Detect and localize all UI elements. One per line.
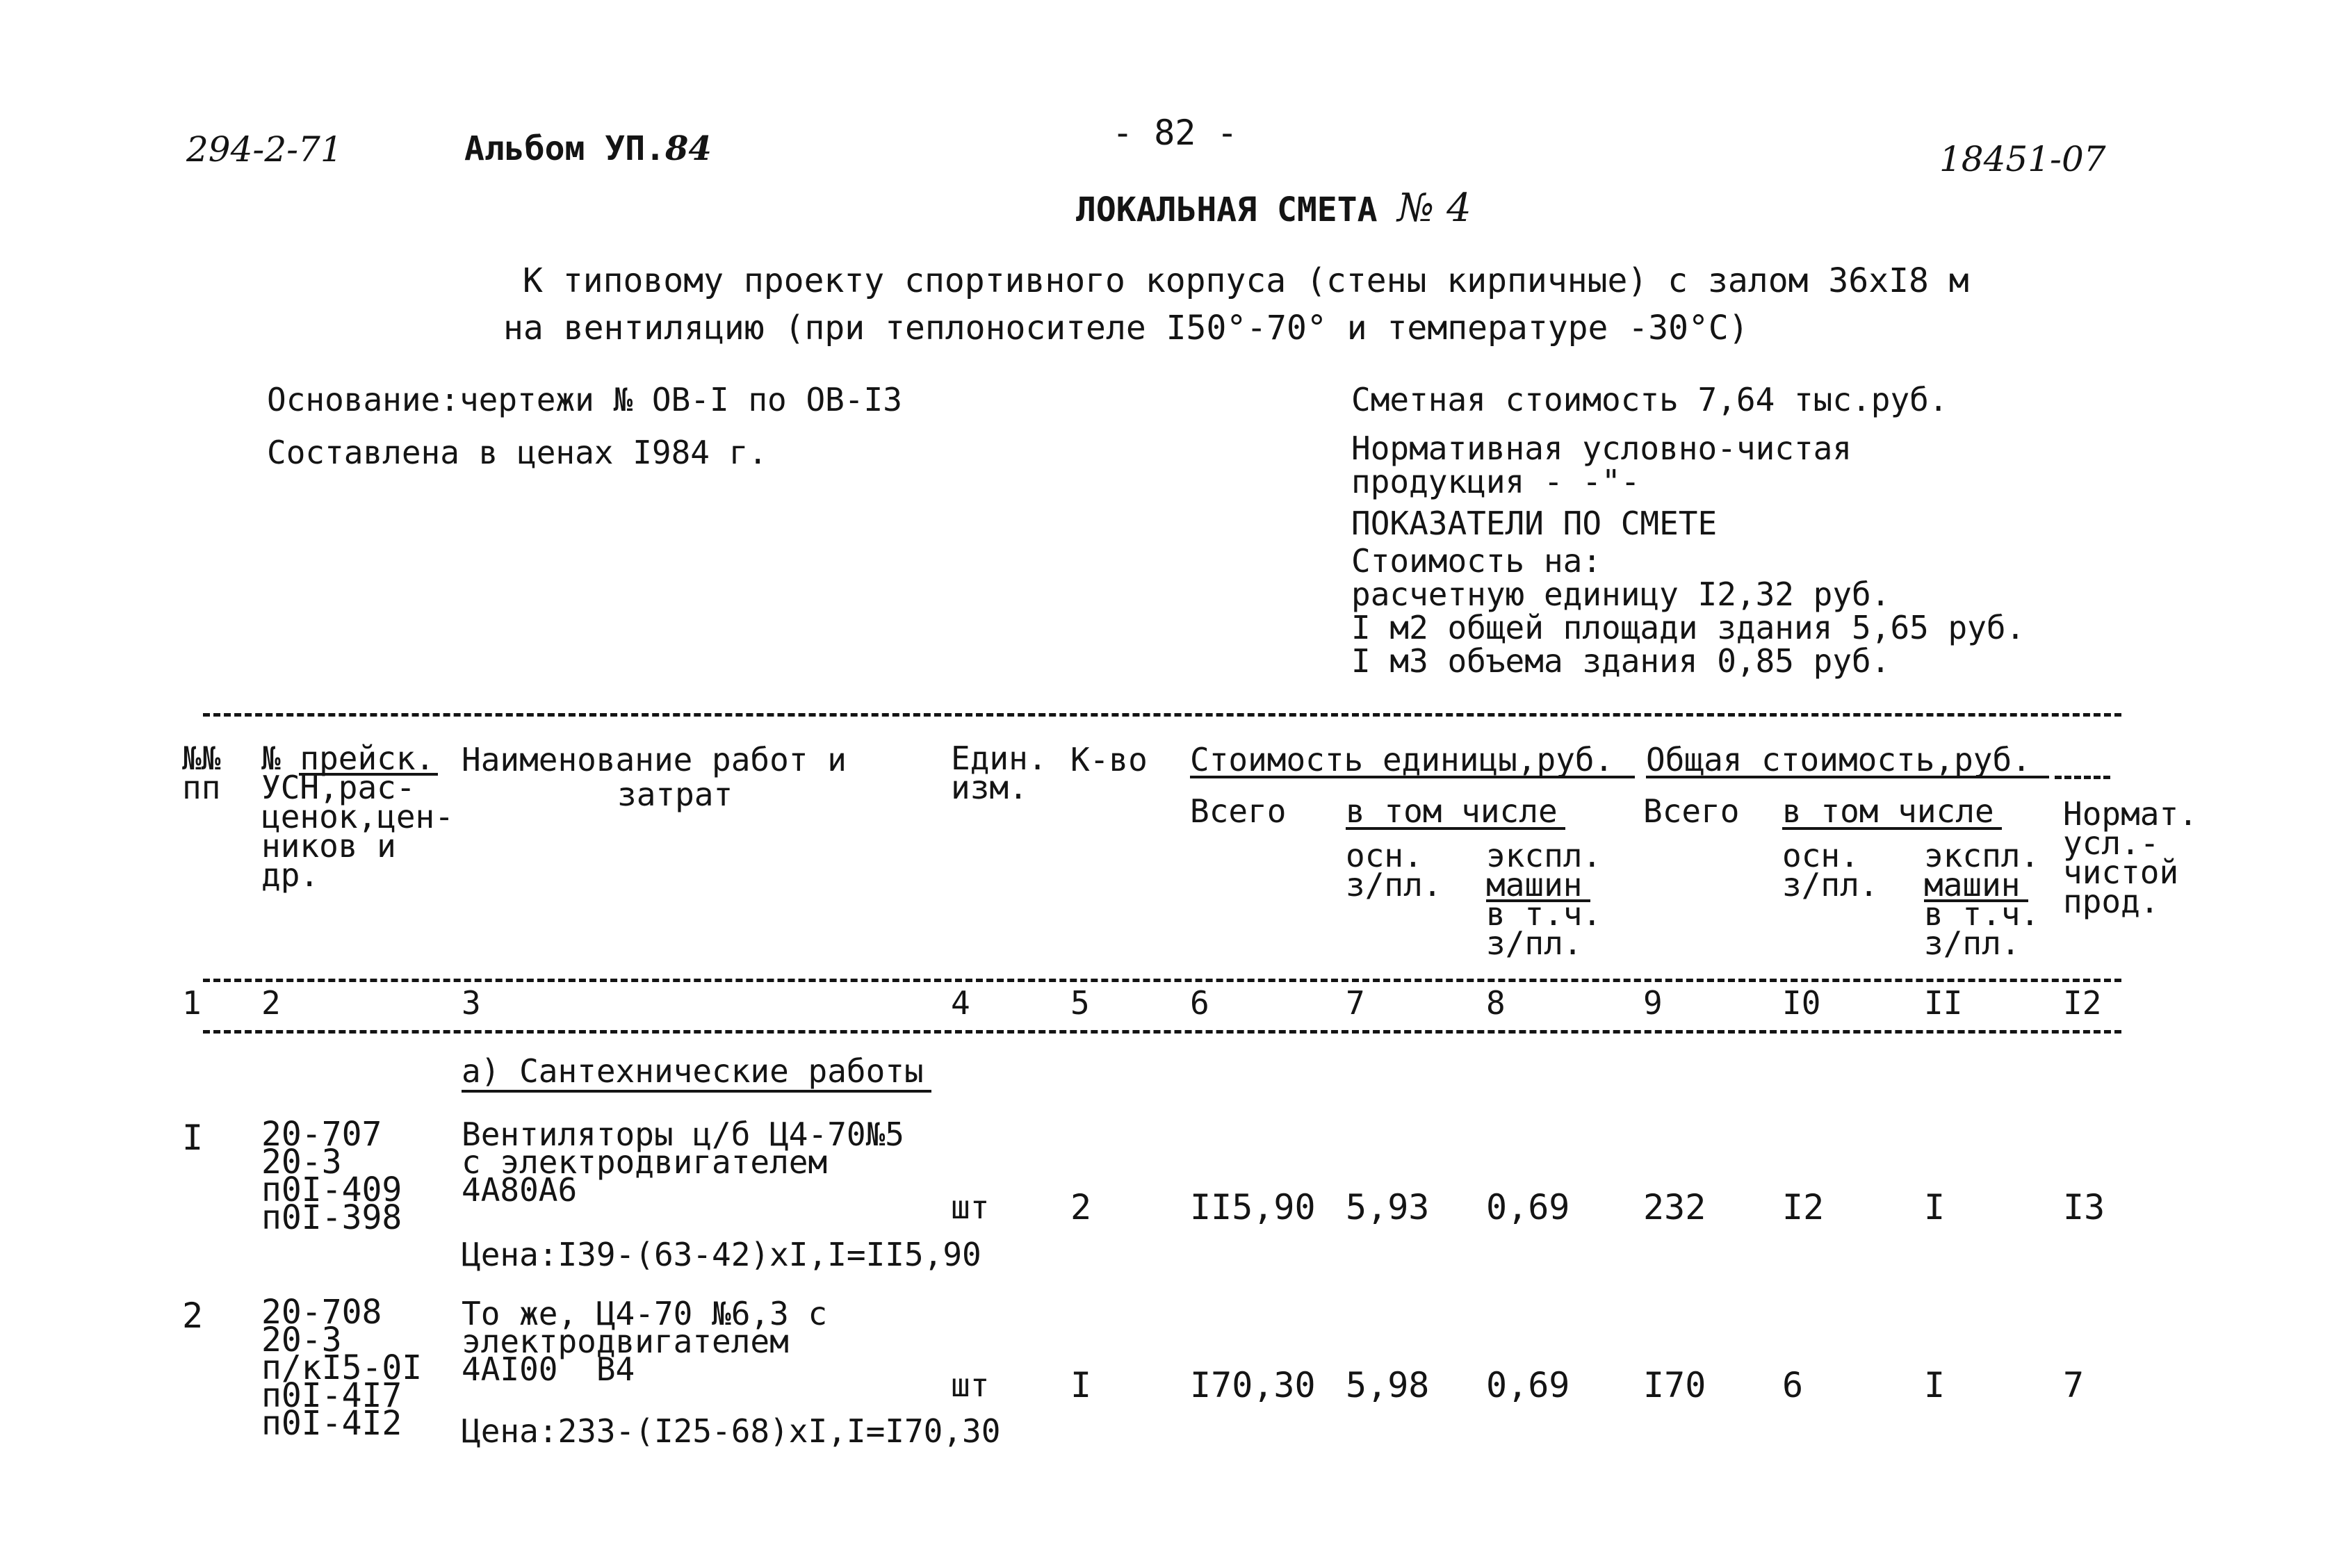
page-title: [1076, 186, 1471, 231]
col-number: 6: [1190, 984, 1209, 1022]
cost-per-m3: I м3 объема здания 0,85 руб.: [1351, 642, 1891, 680]
col-number: 2: [261, 984, 281, 1022]
subtitle-line-1: К типовому проекту спортивного корпуса (стены кирпичные) с залом 36xI8 м: [523, 261, 1969, 300]
col-number: 5: [1070, 984, 1090, 1022]
col-header-total-total: Всего: [1643, 792, 1740, 830]
col-header-quantity: К-во: [1070, 741, 1148, 778]
col-header-total-base-pay: осн. з/пл.: [1782, 837, 1879, 904]
col-number: 4: [951, 984, 970, 1022]
album-label: [464, 129, 712, 168]
row-unit-total: I70,30: [1190, 1365, 1316, 1405]
col-header-work-name: Наименование работ и: [462, 741, 847, 778]
price-list-underline: [299, 773, 438, 776]
col-number: 7: [1346, 984, 1365, 1022]
row-total-machines: I: [1924, 1365, 1946, 1405]
row-name: Вентиляторы ц/б Ц4-70№5 с электродвигателем 4А80А6: [462, 1116, 904, 1209]
document-number: 18451-07: [1939, 139, 2106, 179]
col-header-price-list: № прейск. УСН,рас- ценок,цен- ников и др.: [261, 740, 454, 894]
row-number: I: [182, 1118, 204, 1158]
col-number: 9: [1643, 984, 1663, 1022]
col-number: I2: [2063, 984, 2102, 1022]
title-number: № 4: [1397, 186, 1471, 231]
unit-machines-fraction: [1486, 899, 1590, 902]
col-header-unit: Един. изм.: [951, 740, 1047, 806]
album-prefix: Альбом УП.: [464, 129, 665, 168]
col-header-unit-incl: в том числе: [1346, 792, 1558, 830]
normative-product-label: Нормативная условно-чистая: [1351, 430, 1852, 467]
col-header-unit-base-pay: осн. з/пл.: [1346, 837, 1442, 904]
subtitle-line-2: на вентиляцию (при теплоносителе I50°-70° и температуре -30°С): [503, 309, 1749, 348]
row-name: То же, Ц4-70 №6,3 с электродвигателем 4АI00 В4: [462, 1295, 828, 1388]
indicators-heading: ПОКАЗАТЕЛИ ПО СМЕТЕ: [1351, 505, 1718, 542]
col-number: I0: [1782, 984, 1821, 1022]
row-price-formula: Цена:233-(I25-68)xI,I=I70,30: [462, 1412, 1001, 1450]
row-total-machines: I: [1924, 1187, 1946, 1227]
row-normative: 7: [2063, 1365, 2085, 1405]
unit-cost: расчетную единицу I2,32 руб.: [1351, 575, 1891, 613]
row-total: I70: [1643, 1365, 1706, 1405]
col-numbers-top-rule: [203, 979, 2121, 982]
row-codes: 20-707 20-3 п0I-409 п0I-398: [261, 1115, 402, 1237]
album-number: 84: [665, 129, 712, 168]
total-machines-fraction: [1924, 899, 2028, 902]
row-normative: I3: [2063, 1187, 2105, 1227]
row-price-formula: Цена:I39-(63-42)xI,I=II5,90: [462, 1236, 981, 1273]
row-quantity: 2: [1070, 1187, 1092, 1227]
estimate-basis: Основание:чертежи № ОВ-I по ОВ-I3: [267, 381, 902, 418]
project-code: 294-2-71: [186, 129, 343, 170]
col-number: II: [1924, 984, 1963, 1022]
col-header-unit-cost: Стоимость единицы,руб.: [1190, 741, 1614, 778]
row-total-base-pay: 6: [1782, 1365, 1804, 1405]
col-number: 3: [462, 984, 481, 1022]
row-unit-total: II5,90: [1190, 1187, 1316, 1227]
row-unit-base-pay: 5,98: [1346, 1365, 1430, 1405]
total-cost-dash: [2055, 776, 2110, 779]
col-numbers-bottom-rule: [203, 1030, 2121, 1034]
col-header-unit-machines: экспл. машин в т.ч. з/пл.: [1486, 837, 1602, 962]
cost-per-m2: I м2 общей площади здания 5,65 руб.: [1351, 609, 2025, 646]
row-quantity: I: [1070, 1365, 1092, 1405]
section-heading: а) Сантехнические работы: [462, 1052, 924, 1090]
unit-incl-underline: [1346, 827, 1565, 830]
col-header-total-cost: Общая стоимость,руб.: [1646, 741, 2031, 778]
page-number: - 82 -: [1112, 113, 1238, 153]
row-unit-machines: 0,69: [1486, 1187, 1570, 1227]
unit-cost-underline: [1190, 776, 1635, 778]
row-unit-machines: 0,69: [1486, 1365, 1570, 1405]
section-underline: [462, 1090, 931, 1093]
col-header-number: №№ пп: [182, 740, 221, 806]
row-number: 2: [182, 1296, 204, 1336]
col-header-total-machines: экспл. машин в т.ч. з/пл.: [1924, 837, 2040, 962]
normative-product-value: продукция - -"-: [1351, 463, 1640, 500]
col-header-normative: Нормат. усл.- чистой прод.: [2063, 795, 2198, 920]
col-number: 1: [182, 984, 202, 1022]
col-header-total-incl: в том числе: [1782, 792, 1994, 830]
price-level: Составлена в ценах I984 г.: [267, 434, 768, 471]
table-top-rule: [203, 713, 2121, 717]
col-header-work-name-2: затрат: [617, 776, 733, 813]
title-text: ЛОКАЛЬНАЯ СМЕТА: [1076, 190, 1378, 229]
col-number: 8: [1486, 984, 1506, 1022]
estimated-cost: Сметная стоимость 7,64 тыс.руб.: [1351, 381, 1948, 418]
row-total-base-pay: I2: [1782, 1187, 1825, 1227]
col-header-unit-total: Всего: [1190, 792, 1287, 830]
row-unit: шт: [951, 1366, 990, 1404]
cost-per-label: Стоимость на:: [1351, 542, 1602, 580]
row-unit: шт: [951, 1189, 990, 1226]
row-codes: 20-708 20-3 п/кI5-0I п0I-4I7 п0I-4I2: [261, 1293, 423, 1443]
row-unit-base-pay: 5,93: [1346, 1187, 1430, 1227]
row-total: 232: [1643, 1187, 1706, 1227]
total-cost-underline: [1646, 776, 2049, 778]
total-incl-underline: [1782, 827, 2002, 830]
